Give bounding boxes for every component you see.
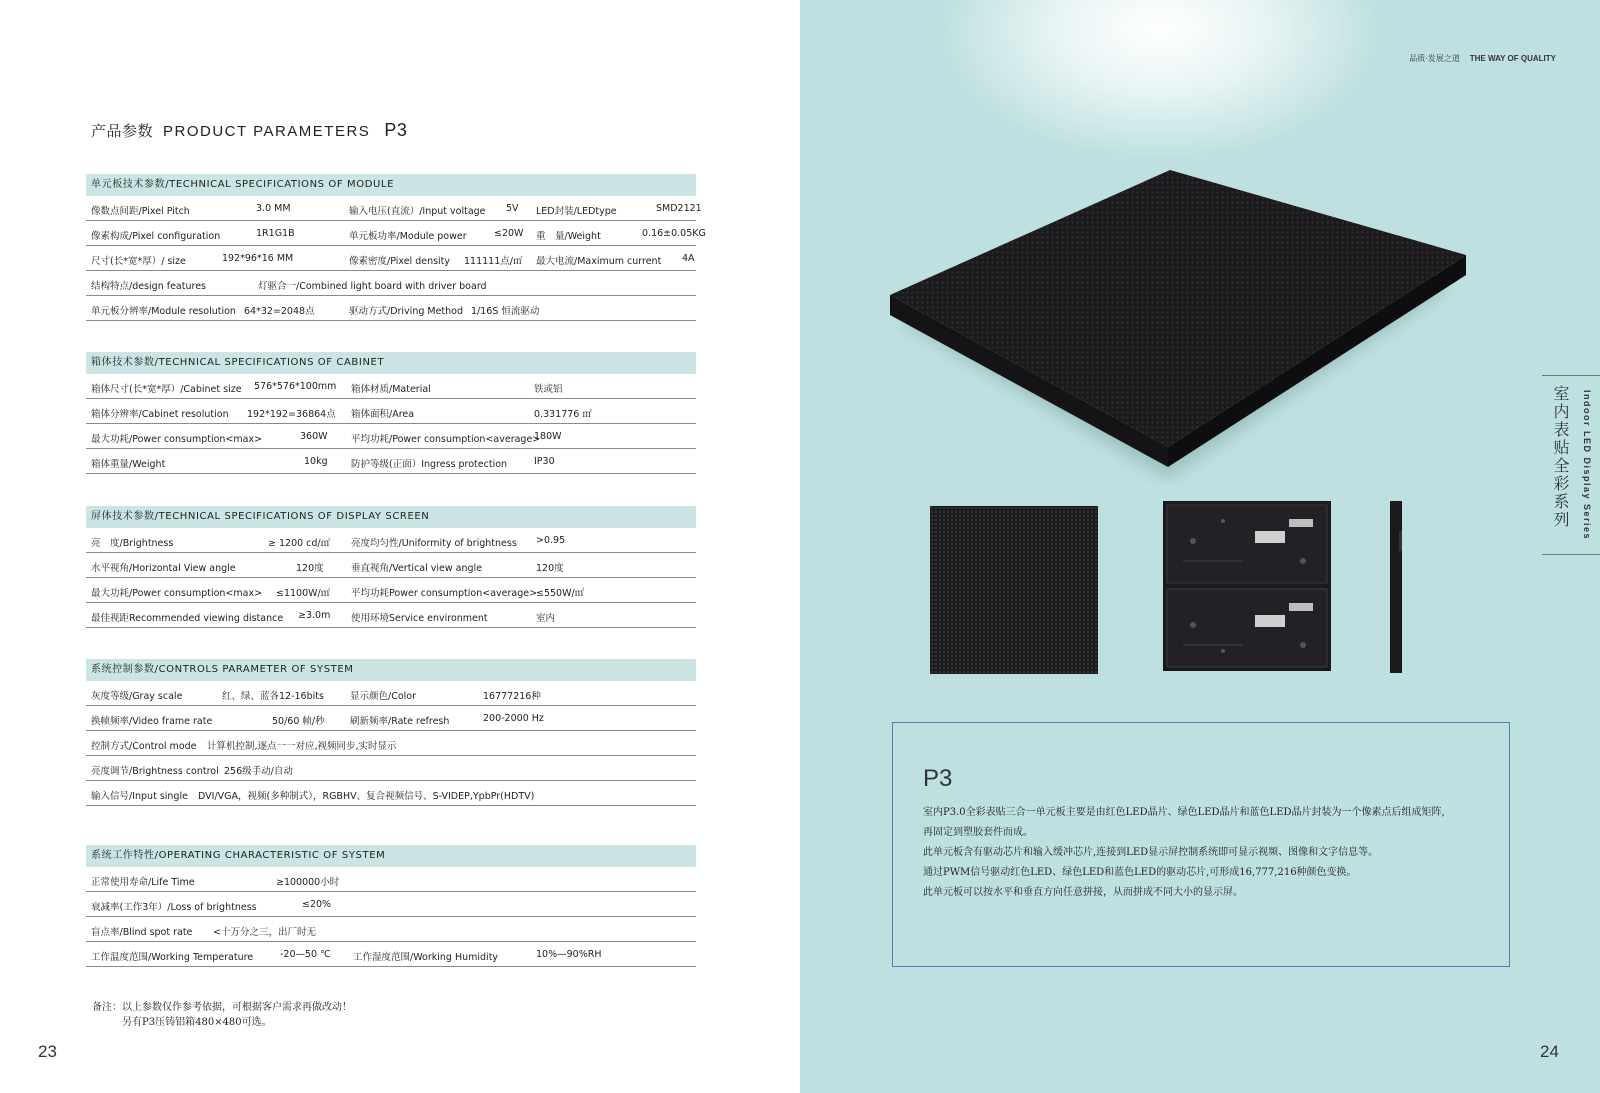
module-front-image	[930, 506, 1098, 674]
page-number-right: 24	[1540, 1042, 1559, 1061]
spec-value: -20—50 ℃	[280, 949, 331, 960]
section-operating	[86, 845, 696, 967]
spec-value: 192*192=36864点	[247, 409, 336, 420]
spec-label: 最佳视距Recommended viewing distance	[91, 613, 284, 624]
spec-value: 铁或铝	[534, 384, 563, 395]
table-row	[86, 892, 696, 917]
spec-value: 10kg	[304, 456, 328, 467]
spec-label: 像数点间距/Pixel Pitch	[91, 206, 190, 217]
description-line: 再固定到塑胶套件而成。	[923, 827, 1033, 838]
table-row	[86, 424, 696, 449]
spec-label: 驱动方式/Driving Method	[349, 306, 464, 317]
section-controls	[86, 659, 696, 806]
section-header: 箱体技术参数/TECHNICAL SPECIFICATIONS OF CABINET	[86, 352, 696, 374]
spec-label: 尺寸(长*宽*厚）/ size	[91, 256, 186, 267]
page-title	[91, 120, 407, 141]
spec-label: 防护等级(正面）Ingress protection	[351, 459, 508, 470]
table-row	[86, 196, 702, 221]
spec-value: ≤20W	[494, 228, 524, 239]
page-number-left: 23	[38, 1042, 57, 1061]
table-row	[86, 399, 696, 424]
spec-value: 576*576*100mm	[254, 381, 337, 392]
spec-label: 平均功耗Power consumption<average>	[351, 588, 538, 599]
spec-value: 256级手动/自动	[224, 766, 293, 777]
spec-value: 180W	[534, 431, 562, 442]
section-header: 系统控制参数/CONTROLS PARAMETER OF SYSTEM	[86, 659, 696, 681]
spec-value: 120度	[296, 563, 324, 574]
spec-value: IP30	[534, 456, 555, 467]
spec-label: 输入电压(直流）/Input voltage	[349, 206, 486, 217]
spec-value: 灯驱合一/Combined light board with driver board	[258, 281, 487, 292]
spec-value: 10%—90%RH	[536, 949, 602, 960]
spec-label: 箱体重量/Weight	[91, 459, 166, 470]
section-display-screen	[86, 506, 696, 628]
description-line: 通过PWM信号驱动红色LED、绿色LED和蓝色LED的驱动芯片,可形成16,777,216种颜色变换。	[923, 867, 1357, 878]
description-line: 此单元板可以按水平和垂直方向任意拼接，从而拼成不同大小的显示屏。	[923, 887, 1243, 898]
spec-value: 5V	[506, 203, 519, 214]
module-side-image	[1388, 501, 1404, 673]
spec-value: 1R1G1B	[256, 228, 295, 239]
title-model: P3	[384, 120, 408, 140]
spec-value: 200-2000 Hz	[483, 713, 544, 724]
spec-label: 箱体材质/Material	[351, 384, 431, 395]
table-row	[86, 374, 696, 399]
brand-cn: 品质·发展之道	[1409, 54, 1460, 63]
spec-label: 显示颜色/Color	[350, 691, 417, 702]
spec-label: 亮度均匀性/Uniformity of brightness	[351, 538, 517, 549]
spec-value: 红、绿、蓝各12-16bits	[222, 691, 324, 702]
spec-value: SMD2121	[656, 203, 702, 214]
spec-label: 亮度调节/Brightness control	[91, 766, 219, 777]
table-row	[86, 942, 696, 967]
brand-tagline	[1409, 53, 1556, 64]
spec-value: 192*96*16 MM	[222, 253, 294, 264]
spec-value: ≤550W/㎡	[536, 588, 585, 599]
brand-en: THE WAY OF QUALITY	[1469, 54, 1556, 63]
section-header: 单元板技术参数/TECHNICAL SPECIFICATIONS OF MODULE	[86, 174, 696, 196]
spec-label: 衰减率(工作3年）/Loss of brightness	[91, 902, 257, 913]
description-text	[923, 803, 1445, 903]
table-row	[86, 867, 696, 892]
table-row	[86, 221, 706, 246]
spec-label: 最大功耗/Power consumption<max>	[91, 434, 263, 445]
spec-label: 垂直视角/Vertical view angle	[351, 563, 483, 574]
spec-label: 最大电流/Maximum current	[536, 256, 662, 267]
spec-value: 计算机控制,逐点一一对应,视频同步,实时显示	[207, 741, 397, 752]
spec-value: ≥3.0m	[298, 610, 331, 621]
spec-value: 0.16±0.05KG	[642, 228, 706, 239]
spec-label: 输入信号/Input single	[91, 791, 188, 802]
spec-label: 箱体尺寸(长*宽*厚）/Cabinet size	[91, 384, 242, 395]
table-row	[86, 246, 696, 271]
series-title-cn: 室内表贴全彩系列	[1551, 385, 1570, 529]
table-row	[86, 296, 696, 321]
spec-label: 单元板功率/Module power	[349, 231, 467, 242]
spec-label: 箱体面积/Area	[351, 409, 415, 420]
section-module	[86, 174, 706, 321]
table-row	[86, 271, 696, 296]
description-box	[892, 722, 1510, 967]
table-row	[86, 756, 696, 781]
spec-value: <十万分之三，出厂时无	[213, 927, 316, 938]
spec-label: 控制方式/Control mode	[91, 741, 197, 752]
spec-value: 4A	[682, 253, 695, 264]
spec-label: 亮 度/Brightness	[91, 538, 174, 549]
spec-label: 工作湿度范围/Working Humidity	[353, 952, 499, 963]
spec-value: 50/60 帧/秒	[272, 716, 325, 727]
section-header: 系统工作特性/OPERATING CHARACTERISTIC OF SYSTEM	[86, 845, 696, 867]
title-cn: 产品参数	[91, 122, 154, 140]
spec-label: 盲点率/Blind spot rate	[91, 927, 193, 938]
spec-value: 0.331776 ㎡	[534, 409, 592, 420]
spec-value: 111111点/㎡	[464, 256, 523, 267]
spec-value: ≥100000小时	[276, 877, 340, 888]
spec-label: 工作温度范围/Working Temperature	[91, 952, 254, 963]
spec-label: 重 量/Weight	[536, 231, 601, 242]
led-module-image	[880, 165, 1480, 485]
table-row	[86, 917, 696, 942]
spec-label: 结构特点/design features	[91, 281, 206, 292]
spec-label: 像素密度/Pixel density	[349, 256, 451, 267]
spec-label: 箱体分辨率/Cabinet resolution	[91, 409, 229, 420]
spec-value: 16777216种	[483, 691, 541, 702]
table-row	[86, 553, 696, 578]
spec-value: 120度	[536, 563, 564, 574]
module-back-image	[1163, 501, 1331, 671]
table-row	[86, 731, 696, 756]
note-line: 另有P3压铸铝箱480×480可选。	[122, 1017, 272, 1028]
spec-label: 单元板分辨率/Module resolution	[91, 306, 236, 317]
spec-value: DVI/VGA，视频(多种制式），RGBHV、复合视频信号、S-VIDEP,YpbPr(HDTV)	[198, 791, 535, 802]
description-line: 室内P3.0全彩表贴三合一单元板主要是由红色LED晶片、绿色LED晶片和蓝色LED晶片封装为一个像素点后组成矩阵,	[923, 807, 1445, 818]
spec-value: 64*32=2048点	[244, 306, 315, 317]
spec-label: 像素构成/Pixel configuration	[91, 231, 221, 242]
description-line: 此单元板含有驱动芯片和输入缓冲芯片,连接到LED显示屏控制系统即可显示视频、图像和文字信息等。	[923, 847, 1379, 858]
spec-value: ≤20%	[302, 899, 332, 910]
description-title: P3	[923, 765, 953, 792]
spec-label: 正常使用寿命/Life Time	[91, 877, 195, 888]
spec-label: 平均功耗/Power consumption<average>	[351, 434, 541, 445]
spec-label: LED封装/LEDtype	[536, 206, 617, 217]
spec-value: ≤1100W/㎡	[276, 588, 331, 599]
table-row	[86, 449, 696, 474]
spec-label: 刷新频率/Rate refresh	[350, 716, 450, 727]
spec-value: 360W	[300, 431, 328, 442]
title-en: PRODUCT PARAMETERS	[163, 123, 371, 140]
spec-label: 水平视角/Horizontal View angle	[91, 563, 236, 574]
spec-value: 1/16S 恒流驱动	[471, 306, 540, 317]
spec-value: 室内	[536, 613, 556, 624]
series-title-en: Indoor LED Display Series	[1582, 390, 1592, 541]
spec-label: 换帧频率/Video frame rate	[91, 716, 213, 727]
spec-label: 最大功耗/Power consumption<max>	[91, 588, 263, 599]
spec-value: ≥ 1200 cd/㎡	[268, 538, 331, 549]
section-header: 屏体技术参数/TECHNICAL SPECIFICATIONS OF DISPLAY SCREEN	[86, 506, 696, 528]
table-row	[86, 706, 696, 731]
table-row	[86, 528, 696, 553]
spec-value: >0.95	[536, 535, 566, 546]
spec-label: 灰度等级/Gray scale	[91, 691, 183, 702]
note	[92, 1000, 352, 1030]
table-row	[86, 781, 696, 806]
spec-value: 3.0 MM	[256, 203, 291, 214]
spec-label: 使用环境Service environment	[351, 613, 488, 624]
note-line: 备注：以上参数仅作参考依据，可根据客户需求再做改动！	[92, 1002, 352, 1013]
table-row	[86, 578, 696, 603]
section-cabinet	[86, 352, 696, 474]
table-row	[86, 681, 696, 706]
table-row	[86, 603, 696, 628]
